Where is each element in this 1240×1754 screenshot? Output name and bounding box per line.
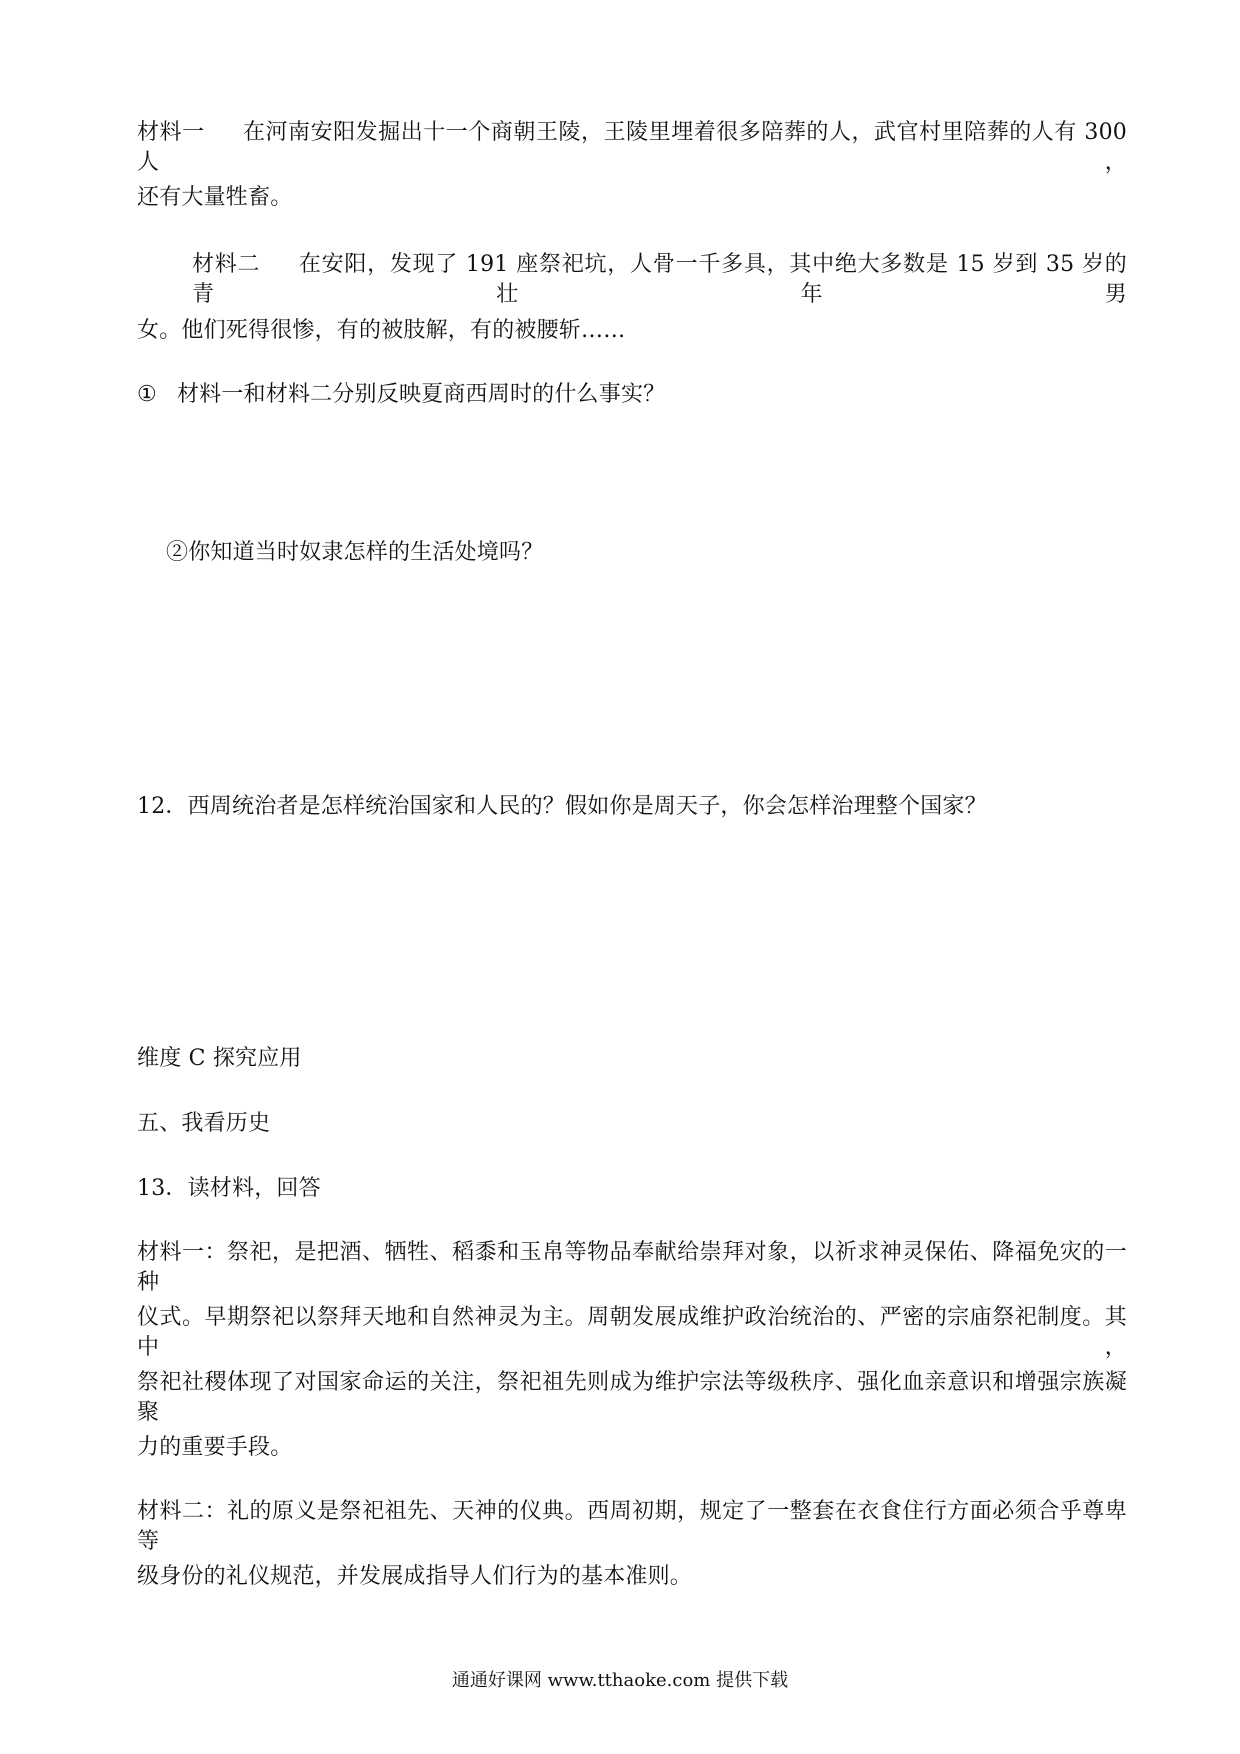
question-12: 12．西周统治者是怎样统治国家和人民的？假如你是周天子，你会怎样治理整个国家？ — [137, 794, 987, 819]
q11-material-one-line — [137, 118, 1127, 178]
q11-material-one-label: 材料一 — [137, 120, 205, 145]
q11-material-two-line — [192, 250, 1127, 310]
section-five-heading: 五、我看历史 — [137, 1111, 271, 1136]
q13-material-one-line-3: 祭祀社稷体现了对国家命运的关注，祭祀祖先则成为维护宗法等级秩序、强化血亲意识和增强宗族凝聚 — [137, 1370, 1127, 1425]
question-13-title: 13．读材料，回答 — [137, 1176, 321, 1201]
q11-material-two-continuation: 女。他们死得很惨，有的被肢解，有的被腰斩…… — [137, 318, 626, 343]
q11-material-two-label: 材料二 — [192, 252, 261, 277]
page-footer: 通通好课网 www.tthaoke.com 提供下载 — [451, 1670, 789, 1691]
q11-subquestion-one-text: 材料一和材料二分别反映夏商西周时的什么事实？ — [176, 382, 666, 407]
q13-material-one-line-4: 力的重要手段。 — [137, 1435, 293, 1460]
q13-material-two-line-1: 材料二：礼的原义是祭祀祖先、天神的仪典。西周初期，规定了一整套在衣食住行方面必须合乎尊卑等 — [137, 1499, 1127, 1554]
q11-material-one-text: 在河南安阳发掘出十一个商朝王陵，王陵里埋着很多陪葬的人，武官村里陪葬的人有 300 人， — [137, 120, 1128, 175]
q13-material-two-line-2: 级身份的礼仪规范，并发展成指导人们行为的基本准则。 — [137, 1564, 693, 1589]
q11-subquestion-one-number: ① — [137, 382, 157, 407]
q11-subquestion-two: ②你知道当时奴隶怎样的生活处境吗？ — [166, 540, 544, 565]
q11-subquestion-one — [137, 380, 1127, 410]
q11-material-two-text: 在安阳，发现了 191 座祭祀坑，人骨一千多具，其中绝大多数是 15 岁到 35 岁的青壮年男 — [192, 252, 1127, 307]
q13-material-one-line-1: 材料一：祭祀，是把酒、牺牲、稻黍和玉帛等物品奉献给崇拜对象，以祈求神灵保佑、降福免灾的一种 — [137, 1240, 1127, 1295]
q11-material-one-continuation: 还有大量牲畜。 — [137, 185, 293, 210]
section-dimension-c: 维度 C 探究应用 — [137, 1046, 302, 1071]
q13-material-one-line-2: 仪式。早期祭祀以祭拜天地和自然神灵为主。周朝发展成维护政治统治的、严密的宗庙祭祀制度。其中， — [137, 1305, 1127, 1360]
